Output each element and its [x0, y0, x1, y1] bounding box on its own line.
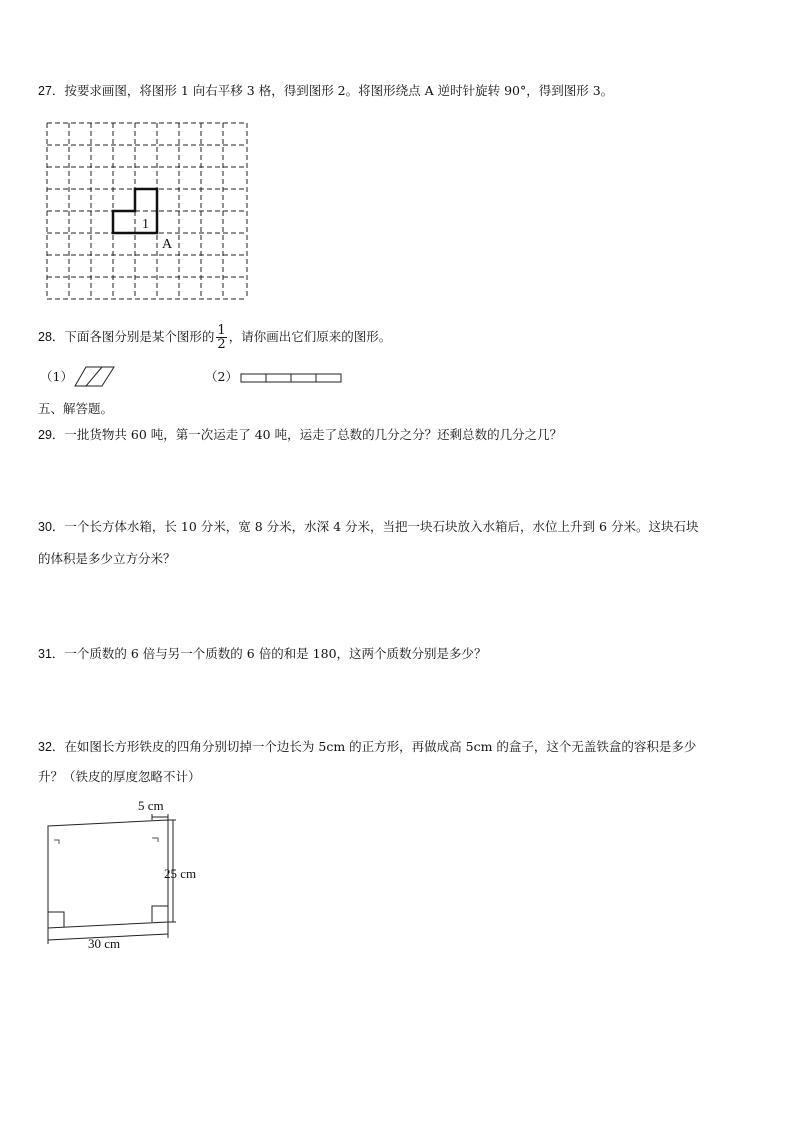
q28-frac-numerator: 1 [217, 323, 226, 338]
q28-fraction [216, 324, 226, 351]
q28-number: 28． [38, 330, 65, 344]
q32-corner-bottom-left [48, 912, 64, 927]
q30-text [38, 518, 698, 536]
q31-body: 一个质数的 6 倍与另一个质数的 6 倍的和是 180，这两个质数分别是多少？ [64, 646, 487, 661]
q28-part1-figure [74, 366, 118, 392]
section5-title: 五、解答题。 [38, 401, 114, 416]
q29-text [38, 426, 562, 444]
q29-body: 一批货物共 60 吨，第一次运走了 40 吨，运走了总数的几分之分？还剩总数的几分之几？ [64, 427, 563, 442]
q28-parallelogram-diagonal [86, 367, 102, 386]
q32-text [38, 738, 696, 756]
q32-number: 32． [38, 740, 65, 754]
q32-line1: 在如图长方形铁皮的四角分别切掉一个边长为 5cm 的正方形，再做成高 5cm 的盒子，这个无盖铁盒的容积是多少 [64, 739, 697, 754]
q32-corner-top-right [152, 838, 158, 842]
q30-number: 30． [38, 520, 65, 534]
q32-sheet [48, 820, 168, 928]
q27-body: 按要求画图，将图形 1 向右平移 3 格，得到图形 2。将图形绕点 A 逆时针旋转 90°，得到图形 3。 [64, 83, 614, 98]
q28-part2-figure [240, 370, 344, 389]
q28-text [38, 322, 391, 352]
q27-number: 27． [38, 84, 65, 98]
q27-shape-label: 1 [142, 217, 149, 232]
q27-grid-figure [46, 122, 256, 306]
q28-part2-label: （2） [205, 369, 238, 384]
q32-label-corner: 5 cm [138, 798, 164, 813]
q28-body-after: ，请你画出它们原来的图形。 [228, 329, 392, 344]
q28-part1-label: （1） [40, 369, 73, 384]
q29-number: 29． [38, 428, 65, 442]
q28-frac-denominator: 2 [217, 337, 226, 352]
q32-label-width: 30 cm [88, 936, 121, 951]
q30-line1: 一个长方体水箱，长 10 分米，宽 8 分米，水深 4 分米，当把一块石块放入水箱后，水位上升到 6 分米。这块石块 [64, 519, 699, 534]
q31-number: 31． [38, 647, 65, 661]
q27-shape-1 [113, 189, 157, 233]
q27-point-a-label: A [162, 237, 173, 252]
q32-corner-top-left [54, 840, 59, 844]
q32-label-height: 25 cm [164, 866, 197, 881]
q28-body-before: 下面各图分别是某个图形的 [64, 329, 215, 344]
q32-figure [40, 796, 220, 960]
q30-line2: 的体积是多少立方分米？ [38, 551, 176, 566]
q31-text [38, 645, 487, 663]
q32-line2: 升？（铁皮的厚度忽略不计） [38, 769, 201, 784]
q27-grid-svg [46, 122, 256, 302]
q32-corner-bottom-right [152, 906, 168, 922]
q27-text [38, 82, 613, 100]
q27-grid-lines [47, 123, 247, 299]
